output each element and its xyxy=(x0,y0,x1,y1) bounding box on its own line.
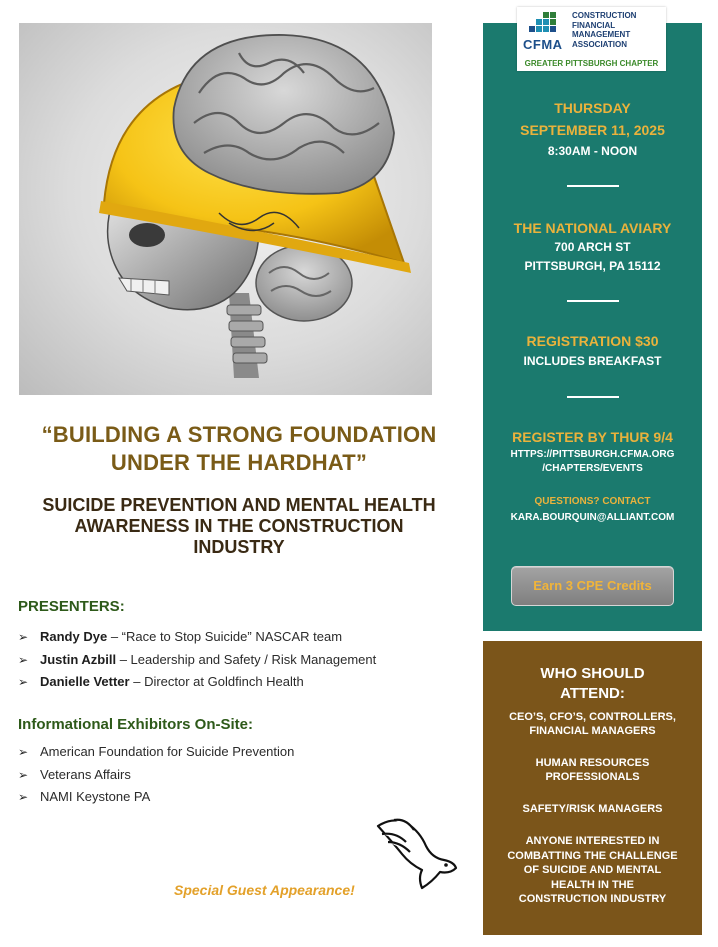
list-item xyxy=(18,764,294,787)
presenter-name: Danielle Vetter xyxy=(40,674,130,689)
event-title xyxy=(19,421,459,477)
event-subtitle-line: AWARENESS IN THE CONSTRUCTION xyxy=(74,516,404,536)
divider xyxy=(567,300,619,302)
exhibitor-name: American Foundation for Suicide Prevention xyxy=(40,744,295,759)
exhibitor-name: NAMI Keystone PA xyxy=(40,789,151,804)
attend-group-line: ANYONE INTERESTED IN xyxy=(525,835,660,847)
event-day: THURSDAY xyxy=(554,100,631,116)
logo-chapter: GREATER PITTSBURGH CHAPTER xyxy=(524,59,659,68)
venue-street: 700 ARCH ST xyxy=(554,240,631,254)
logo-name xyxy=(572,11,636,49)
presenters-list xyxy=(18,626,376,694)
attend-group xyxy=(483,834,702,907)
list-item xyxy=(18,741,294,764)
register-url-line[interactable]: /CHAPTERS/EVENTS xyxy=(542,463,643,474)
attend-group xyxy=(483,802,702,816)
event-subtitle-line: SUICIDE PREVENTION AND MENTAL HEALTH xyxy=(42,495,436,515)
logo-name-line: MANAGEMENT xyxy=(572,30,631,39)
arrow-bullet-icon: ➢ xyxy=(18,745,29,759)
event-subtitle-line: INDUSTRY xyxy=(193,537,285,557)
special-guest-text: Special Guest Appearance! xyxy=(174,882,355,898)
presenter-role: – “Race to Stop Suicide” NASCAR team xyxy=(107,629,343,644)
logo-abbr: CFMA xyxy=(523,37,563,52)
contact-email[interactable]: KARA.BOURQUIN@ALLIANT.COM xyxy=(510,512,675,523)
hero-image xyxy=(19,23,432,395)
attend-heading-line: ATTEND: xyxy=(560,685,625,702)
exhibitor-name: Veterans Affairs xyxy=(40,766,131,782)
presenters-heading: PRESENTERS: xyxy=(18,598,125,615)
presenter-role: – Leadership and Safety / Risk Management xyxy=(116,651,377,667)
arrow-bullet-icon: ➢ xyxy=(18,652,29,667)
event-time: 8:30AM - NOON xyxy=(547,144,638,158)
cpe-credits-button[interactable]: Earn 3 CPE Credits xyxy=(511,566,674,606)
arrow-bullet-icon: ➢ xyxy=(18,767,29,782)
attend-group-line: SAFETY/RISK MANAGERS xyxy=(522,803,663,815)
list-item xyxy=(18,786,294,809)
list-item xyxy=(18,671,376,694)
arrow-bullet-icon: ➢ xyxy=(18,790,29,804)
attend-group-line: COMBATTING THE CHALLENGE xyxy=(507,849,678,862)
attend-group-line: HEALTH IN THE xyxy=(551,878,634,891)
register-url-line[interactable]: HTTPS://PITTSBURGH.CFMA.ORG xyxy=(510,449,675,460)
attend-group xyxy=(483,756,702,784)
attend-heading-line: WHO SHOULD xyxy=(540,665,645,682)
exhibitors-list xyxy=(18,741,294,809)
venue-name: THE NATIONAL AVIARY xyxy=(513,220,672,236)
attend-group xyxy=(483,710,702,738)
logo-name-line: CONSTRUCTION xyxy=(572,11,637,20)
attend-group-line: PROFESSIONALS xyxy=(545,771,640,783)
questions-label: QUESTIONS? CONTACT xyxy=(534,496,651,507)
event-date: SEPTEMBER 11, 2025 xyxy=(520,122,665,138)
cfma-grid-icon xyxy=(525,12,557,38)
register-url[interactable] xyxy=(483,449,702,474)
cfma-logo xyxy=(517,7,666,71)
venue-city: PITTSBURGH, PA 15112 xyxy=(524,259,661,273)
eagle-icon xyxy=(374,812,460,892)
event-title-line: “BUILDING A STRONG FOUNDATION xyxy=(41,422,437,447)
attend-heading xyxy=(483,664,702,704)
divider xyxy=(567,396,619,398)
registration-price: REGISTRATION $30 xyxy=(526,333,659,349)
divider xyxy=(567,185,619,187)
logo-name-line: FINANCIAL xyxy=(572,20,616,30)
event-subtitle xyxy=(19,495,459,558)
registration-includes: INCLUDES BREAKFAST xyxy=(523,354,662,368)
presenter-name: Randy Dye xyxy=(40,629,108,644)
list-item xyxy=(18,626,376,649)
attend-group-line: CEO’S, CFO’S, CONTROLLERS, xyxy=(509,711,676,723)
attend-group-line: OF SUICIDE AND MENTAL xyxy=(523,864,662,876)
arrow-bullet-icon: ➢ xyxy=(18,675,29,689)
arrow-bullet-icon: ➢ xyxy=(18,630,29,644)
logo-name-line: ASSOCIATION xyxy=(572,39,627,49)
exhibitors-heading: Informational Exhibitors On-Site: xyxy=(18,716,254,733)
presenter-role: – Director at Goldfinch Health xyxy=(129,674,304,689)
event-title-line: UNDER THE HARDHAT” xyxy=(110,450,368,475)
register-deadline: REGISTER BY THUR 9/4 xyxy=(512,429,673,445)
attend-group-line: HUMAN RESOURCES xyxy=(535,757,650,769)
brain-hardhat-icon xyxy=(19,23,432,395)
presenter-name: Justin Azbill xyxy=(40,651,117,667)
list-item xyxy=(18,649,376,672)
attend-group-line: CONSTRUCTION INDUSTRY xyxy=(518,893,667,905)
attend-group-line: FINANCIAL MANAGERS xyxy=(529,725,656,737)
